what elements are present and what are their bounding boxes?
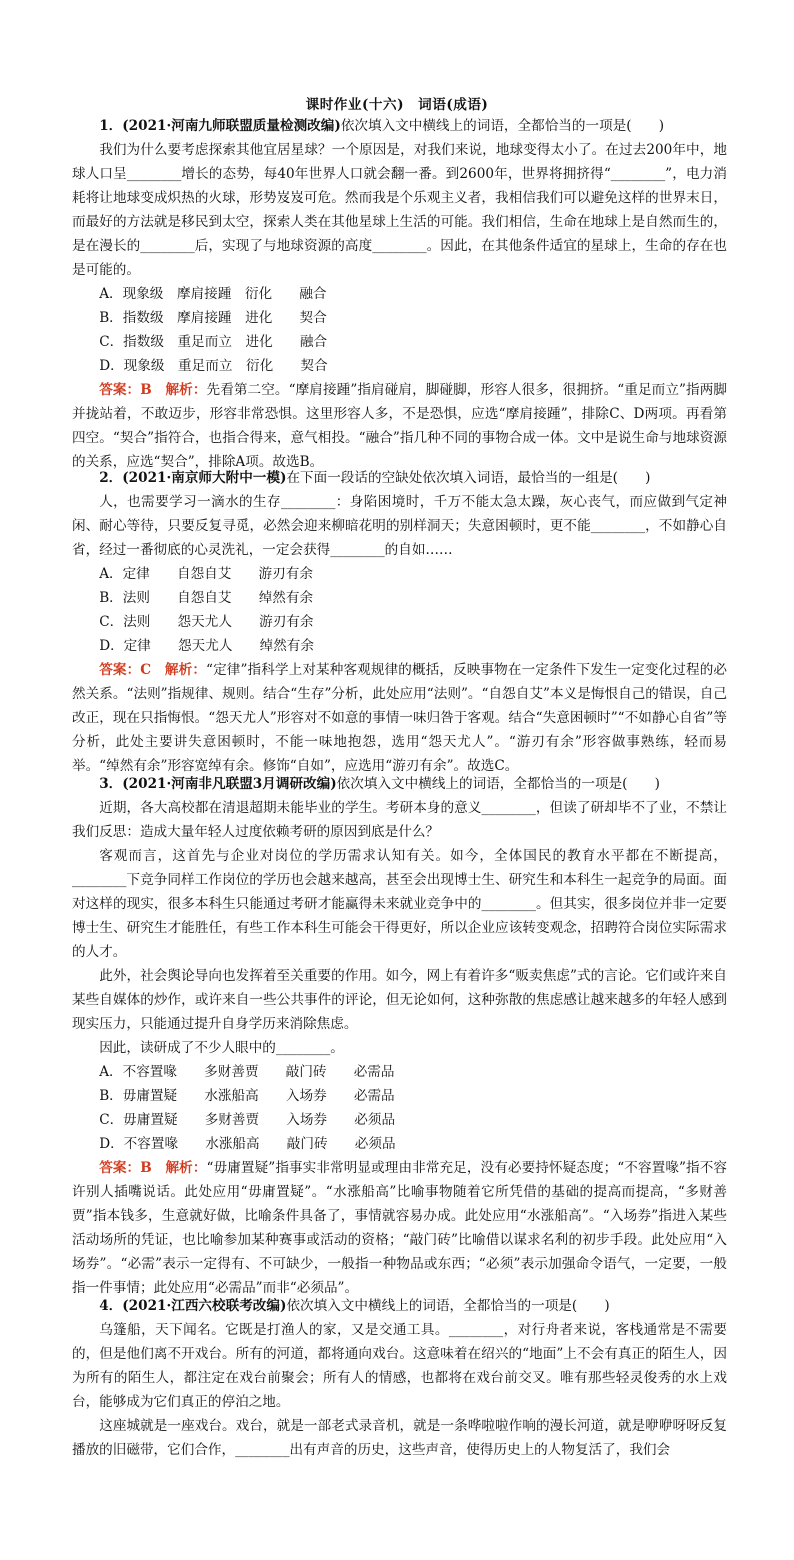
option-b: B．指数级 摩肩接踵 进化 契合 [99, 310, 327, 326]
passage-paragraph: 这座城就是一座戏台。戏台，就是一部老式录音机，就是一条哗啦啦作响的漫长河道，就是咿咿呀呀反复播放的旧磁带，它们合作，________出有声音的历史，这些声音，使得历史上的人物复活了，我们会 [72, 1418, 727, 1458]
answer-label: 答案：B 解析： [99, 382, 207, 398]
question-stem [72, 114, 727, 138]
option-a: A．现象级 摩肩接踵 衍化 融合 [99, 286, 327, 302]
question-prompt: 在下面一段话的空缺处依次填入词语，最恰当的一组是( ) [286, 470, 651, 486]
question-2 [72, 466, 727, 778]
option-d: D．不容置喙 水涨船高 敲门砖 必须品 [99, 1136, 396, 1152]
question-source: (2021·南京师大附中一模) [122, 470, 287, 486]
option-d: D．现象级 重足而立 衍化 契合 [99, 358, 328, 374]
question-stem [72, 1294, 727, 1318]
option-b: B．毋庸置疑 水涨船高 入场券 必需品 [99, 1088, 395, 1104]
page-title: 课时作业(十六) 词语(成语) [305, 97, 489, 113]
answer-text: “定律”指科学上对某种客观规律的概括，反映事物在一定条件下发生一定变化过程的必然关系。“法则”指规律、规则。结合“生存”分析，此处应用“法则”。“自怨自艾”本义是悔恨自己的错误，自己改正，现在只指悔恨。“怨天尤人”形容对不如意的事情一味归咎于客观。结合“失意困顿时”“不如静心自省”等分析，此处主要讲失意困顿时，不能一味地抱怨，选用“怨天尤人”。“游刃有余”形容做事熟练，轻而易举。“绰然有余”形容宽绰有余。修饰“自如”，应选用“游刃有余”。故选C。 [72, 662, 727, 774]
question-stem [72, 466, 727, 490]
question-prompt: 依次填入文中横线上的词语，全都恰当的一项是( ) [340, 118, 665, 134]
option-c: C．指数级 重足而立 进化 融合 [99, 334, 328, 350]
option-d: D．定律 怨天尤人 绰然有余 [99, 638, 314, 654]
question-number: 2． [99, 470, 123, 486]
question-prompt: 依次填入文中横线上的词语，全都恰当的一项是( ) [286, 1298, 610, 1314]
question-number: 4． [99, 1298, 123, 1314]
passage-paragraph: 乌篷船，天下闻名。它既是打渔人的家，又是交通工具。________，对行舟者来说，客栈通常是不需要的，但是他们离不开戏台。所有的河道，都将通向戏台。这意味着在绍兴的“地面”上不会有真正的陌生人，因为所有的陌生人，都注定在戏台前聚会；所有人的情感，也都将在戏台前交叉。唯有那些轻灵俊秀的水上戏台，能够成为它们真正的停泊之地。 [72, 1322, 727, 1410]
answer-label: 答案：B 解析： [99, 1160, 207, 1176]
answer-text: “毋庸置疑”指事实非常明显或理由非常充足，没有必要持怀疑态度；“不容置喙”指不容许别人插嘴说话。此处应用“毋庸置疑”。“水涨船高”比喻事物随着它所凭借的基础的提高而提高，“多财善贾”指本钱多，生意就好做，比喻条件具备了，事情就容易办成。此处应用“水涨船高”。“入场券”指进入某些活动场所的凭证，也比喻参加某种赛事或活动的资格；“敲门砖”比喻借以谋求名利的初步手段。此处应用“入场券”。“必需”表示一定得有、不可缺少，一般指一种物品或东西；“必须”表示加强命令语气，一定要，一般指一件事情；此处应用“必需品”而非“必须品”。 [72, 1160, 727, 1296]
question-prompt: 依次填入文中横线上的词语，全都恰当的一项是( ) [336, 776, 660, 792]
answer-text: 先看第二空。“摩肩接踵”指肩碰肩，脚碰脚，形容人很多，很拥挤。“重足而立”指两脚并拢站着，不敢迈步，形容非常恐惧。这里形容人多，不是恐惧，应选“摩肩接踵”，排除C、D两项。再看第四空。“契合”指符合，也指合得来，意气相投。“融合”指几种不同的事物合成一体。文中是说生命与地球资源的关系，应选“契合”，排除A项。故选B。 [72, 382, 727, 470]
passage-paragraph: 我们为什么要考虑探索其他宜居星球？一个原因是，对我们来说，地球变得太小了。在过去200年中，地球人口呈________增长的态势，每40年世界人口就会翻一番。到2600年，世界将拥挤得“________”，电力消耗将让地球变成炽热的火球，形势岌岌可危。然而我是个乐观主义者，我相信我们可以避免这样的世界末日，而最好的方法就是移民到太空，探索人类在其他星球上生活的可能。我们相信，生命在地球上是自然而生的，是在漫长的________后，实现了与地球资源的高度________。因此，在其他条件适宜的星球上，生命的存在也是可能的。 [72, 142, 727, 278]
passage-paragraph: 此外，社会舆论导向也发挥着至关重要的作用。如今，网上有着许多“贩卖焦虑”式的言论。它们或许来自某些自媒体的炒作，或许来自一些公共事件的评论，但无论如何，这种弥散的焦虑感让越来越多的年轻人感到现实压力，只能通过提升自身学历来消除焦虑。 [72, 968, 727, 1032]
option-a: A．定律 自怨自艾 游刃有余 [99, 566, 313, 582]
question-number: 1． [99, 118, 123, 134]
answer-analysis [72, 1156, 727, 1300]
question-stem [72, 772, 727, 796]
passage-paragraph: 客观而言，这首先与企业对岗位的学历需求认知有关。如今，全体国民的教育水平都在不断提高，________下竞争同样工作岗位的学历也会越来越高，甚至会出现博士生、研究生和本科生一起竞争的局面。面对这样的现实，很多本科生只能通过考研才能赢得未来就业竞争中的________。但其实，很多岗位并非一定要博士生、研究生才能胜任，有些工作本科生可能会干得更好，所以企业应该转变观念，招聘符合岗位实际需求的人才。 [72, 848, 727, 960]
question-1 [72, 114, 727, 474]
option-c: C．法则 怨天尤人 游刃有余 [99, 614, 314, 630]
question-number: 3． [99, 776, 123, 792]
question-source: (2021·河南非凡联盟3月调研改编) [122, 776, 337, 792]
passage-paragraph: 因此，读研成了不少人眼中的________。 [99, 1040, 344, 1056]
question-source: (2021·河南九师联盟质量检测改编) [122, 118, 341, 134]
passage-paragraph: 人，也需要学习一滴水的生存________：身陷困境时，千万不能太急太躁，灰心丧气，而应做到气定神闲、耐心等待，只要反复寻觅，必然会迎来柳暗花明的别样洞天；失意困顿时，更不能________，不如静心自省，经过一番彻底的心灵洗礼，一定会获得________的自如…… [72, 494, 727, 558]
question-4 [72, 1294, 727, 1462]
answer-analysis [72, 378, 727, 474]
option-c: C．毋庸置疑 多财善贾 入场券 必须品 [99, 1112, 396, 1128]
option-b: B．法则 自怨自艾 绰然有余 [99, 590, 314, 606]
passage-paragraph: 近期，各大高校都在清退超期未能毕业的学生。考研本身的意义________，但读了研却毕不了业，不禁让我们反思：造成大量年轻人过度依赖考研的原因到底是什么？ [72, 800, 727, 840]
answer-label: 答案：C 解析： [99, 662, 207, 678]
question-3 [72, 772, 727, 1300]
option-a: A．不容置喙 多财善贾 敲门砖 必需品 [99, 1064, 395, 1080]
question-source: (2021·江西六校联考改编) [122, 1298, 287, 1314]
answer-analysis [72, 658, 727, 778]
